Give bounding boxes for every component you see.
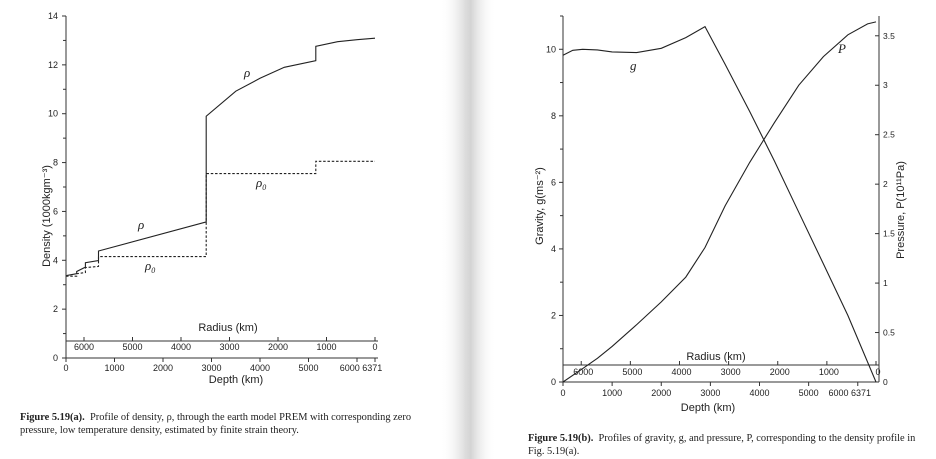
rho-label-outer-core-top: ρ — [244, 65, 251, 80]
radius-ticks — [74, 337, 378, 352]
figure-a-caption-text: Profile of density, ρ, through the earth model PREM with corresponding zero pressure, low temperature density, estimated by finite strain theory. — [20, 412, 412, 436]
y-tick-label: 8 — [550, 110, 556, 121]
radius-tick-label: 5000 — [122, 342, 143, 352]
x-tick-label: 6000 6371 — [339, 363, 383, 373]
y2-tick-label: 2 — [883, 179, 888, 190]
right-y-axis-label: Pressure, P(10¹¹Pa) — [895, 161, 907, 259]
x-ticks — [63, 358, 382, 373]
radius-tick-label: 2000 — [769, 367, 790, 377]
left-y-axis-label: Gravity, g(ms⁻²) — [534, 167, 546, 245]
x-tick-label: 5000 — [798, 388, 819, 398]
x-tick-label: 3000 — [201, 363, 222, 373]
x-axis-label: Depth (km) — [680, 402, 736, 414]
y2-tick-label: 1 — [883, 278, 888, 289]
y-tick-label: 0 — [550, 377, 556, 387]
x-tick-label: 1000 — [602, 388, 623, 398]
radius-tick-label: 4000 — [671, 367, 692, 377]
book-spine-shadow — [440, 0, 496, 459]
radius-axis-label: Radius (km) — [198, 322, 258, 334]
y2-tick-label: 3 — [883, 80, 888, 91]
y2-tick-label: 0 — [883, 377, 888, 387]
rho0-core-symbol: ρ — [256, 175, 263, 190]
x-ticks — [560, 382, 871, 398]
radius-tick-label: 5000 — [622, 367, 643, 377]
y-tick-label: 4 — [52, 255, 58, 266]
figure-b-caption-text: Profiles of gravity, g, and pressure, P, corresponding to the density profile in Fig. 5.19(a). — [528, 433, 916, 457]
y-tick-label: 6 — [550, 177, 556, 188]
y2-tick-label: 1.5 — [883, 228, 895, 239]
radius-tick-label: 0 — [875, 367, 881, 377]
figure-a-caption-label: Figure 5.19(a). — [20, 412, 85, 423]
radius-tick-label: 6000 — [73, 342, 95, 352]
gravity-pressure-figure — [534, 16, 907, 414]
pressure-p-line — [563, 22, 876, 382]
radius-tick-label: 2000 — [267, 342, 289, 352]
series-lines — [563, 22, 876, 382]
y2-tick-label: 0.5 — [883, 327, 895, 338]
g-curve-label: g — [630, 58, 637, 73]
x-tick-label: 2000 — [651, 388, 672, 398]
x-axis-label: Depth (km) — [208, 374, 264, 386]
gravity-g-line — [563, 27, 876, 382]
y-ticks — [546, 16, 563, 387]
rho0-label-core — [255, 175, 266, 192]
rho0-core-subscript: 0 — [262, 183, 267, 192]
y-axis-label: Density (1000kgm⁻³) — [41, 165, 53, 267]
rho0-mantle-symbol: ρ — [145, 258, 152, 273]
radius-tick-label: 3000 — [219, 342, 240, 352]
y-tick-label: 8 — [52, 157, 58, 168]
y2-tick-label: 3.5 — [883, 30, 895, 41]
y-tick-label: 2 — [550, 310, 556, 321]
density-figure — [41, 11, 382, 386]
y2-tick-label: 2.5 — [883, 129, 895, 140]
x-tick-label: 5000 — [298, 363, 319, 373]
radius-tick-label: 6000 — [573, 367, 594, 377]
density-rho-line — [66, 38, 375, 276]
radius-ticks — [573, 361, 880, 377]
y-tick-label: 10 — [47, 108, 58, 119]
rho0-mantle-subscript: 0 — [151, 266, 156, 275]
figure-a-caption — [20, 411, 440, 437]
radius-tick-label: 1000 — [818, 367, 839, 377]
y-tick-label: 4 — [550, 243, 556, 254]
y-tick-label: 6 — [52, 206, 58, 217]
density-rho0-dashed-line — [66, 161, 375, 276]
y-tick-label: 10 — [545, 44, 556, 55]
x-tick-label: 3000 — [700, 388, 721, 398]
y-tick-label: 12 — [47, 59, 58, 70]
x-tick-label: 0 — [63, 363, 69, 373]
x-tick-label: 0 — [560, 388, 566, 398]
radius-axis-label: Radius (km) — [686, 351, 746, 363]
x-tick-label: 6000 6371 — [828, 388, 872, 398]
y-tick-label: 2 — [52, 304, 58, 315]
figure-b-caption-label: Figure 5.19(b). — [528, 433, 594, 444]
series-lines — [66, 38, 375, 276]
x-tick-label: 4000 — [249, 363, 271, 373]
radius-tick-label: 4000 — [170, 342, 192, 352]
rho0-label-mantle — [144, 258, 155, 275]
x-tick-label: 1000 — [104, 363, 125, 373]
figure-b-caption — [528, 432, 933, 458]
rho-label-mantle: ρ — [138, 217, 145, 232]
p-curve-label: P — [838, 41, 846, 56]
y2-ticks — [875, 31, 895, 387]
radius-tick-label: 1000 — [316, 342, 337, 352]
x-tick-label: 2000 — [152, 363, 174, 373]
y-tick-label: 0 — [52, 353, 58, 363]
radius-tick-label: 3000 — [720, 367, 741, 377]
radius-tick-label: 0 — [372, 342, 378, 352]
y-tick-label: 14 — [47, 11, 58, 21]
x-tick-label: 4000 — [749, 388, 770, 398]
